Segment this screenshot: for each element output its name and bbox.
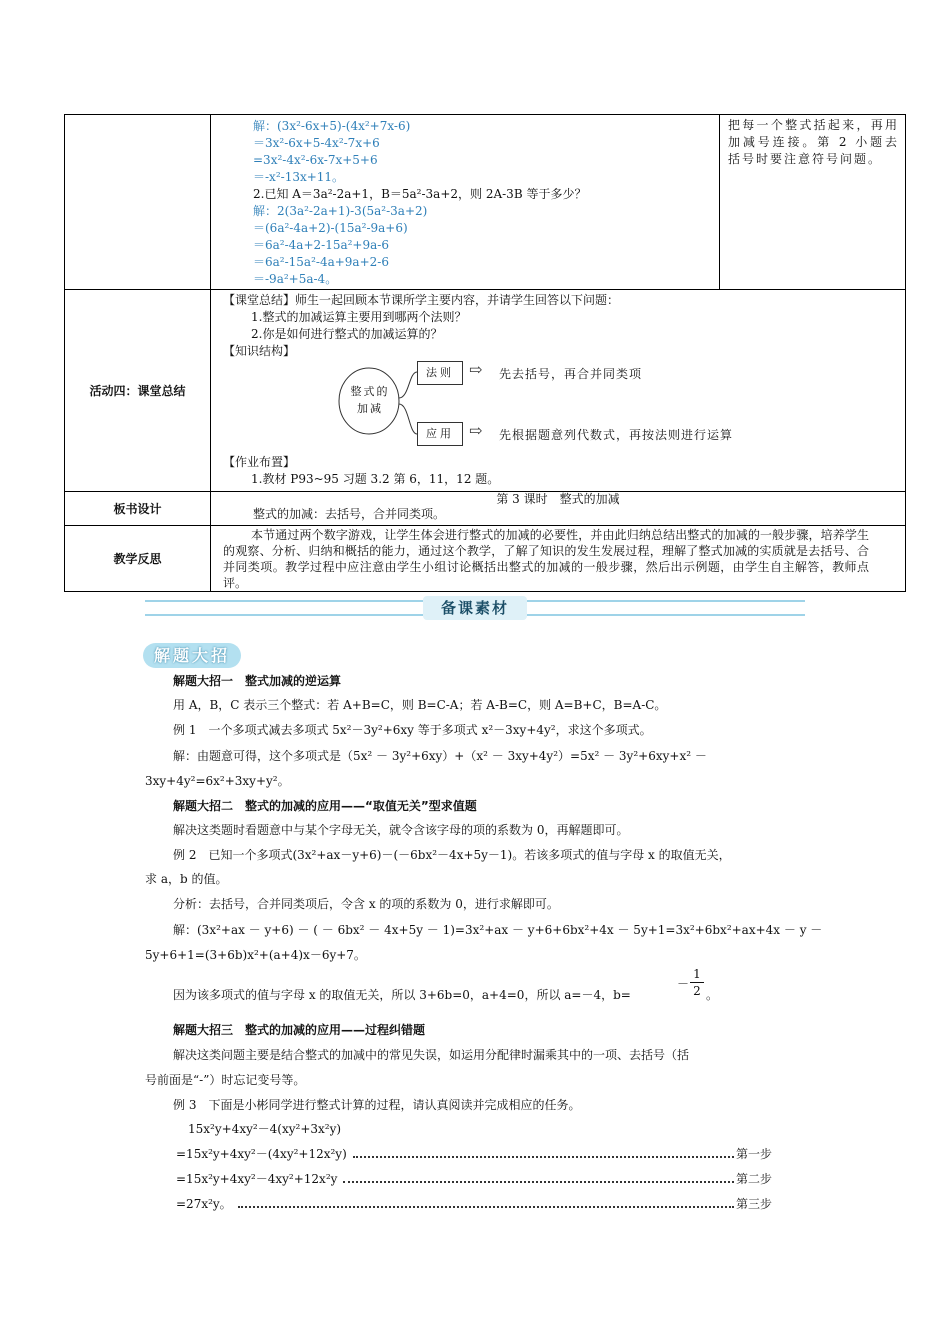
s3-step-row	[176, 1142, 772, 1166]
s3-line-1: =15x²y+4xy²－(4xy²+12x²y)	[176, 1147, 347, 1161]
reflection-text: 本节通过两个数字游戏，让学生体会进行整式的加减的必要性，并由此归纳总结出整式的加减的一般步骤，培养学生的观察、分析、归纳和概括的能力，通过这个教学，了解了知识的发生发展过程，理解了整式加减的实质就是去括号、合并同类项。教学过程中应注意由学生小组讨论概括出整式的加减的一般步骤，然后出示例题，由学生自主解答，教师点评。	[223, 528, 869, 590]
s3-line-3: =27x²y。	[176, 1197, 232, 1211]
mind-apply-text: 先根据题意列代数式，再按法则进行运算	[499, 428, 734, 442]
structure-heading: 【知识结构】	[223, 344, 296, 358]
homework-item: 1.教材 P93~95 习题 3.2 第 6，11，12 题。	[251, 472, 500, 486]
summary-content	[211, 290, 906, 492]
reflection-row	[65, 526, 906, 592]
solution-cell	[211, 115, 720, 290]
board-label: 板书设计	[65, 492, 211, 526]
s2-conclusion: 因为该多项式的值与字母 x 的取值无关，所以 3+6b=0，a+4=0，所以 a=－4，b=	[173, 988, 631, 1002]
solution-line: ＝-9a²+5a-4。	[253, 272, 338, 286]
s3-step-row	[176, 1192, 772, 1216]
summary-question: 2.你是如何进行整式的加减运算的？	[251, 327, 443, 341]
board-text: 整式的加减：去括号，合并同类项。	[253, 507, 446, 521]
s2-analysis: 分析：去括号，合并同类项后，令含 x 的项的系数为 0，进行求解即可。	[173, 897, 559, 911]
continuation-row	[65, 115, 906, 290]
mind-branch-rule	[399, 372, 417, 398]
empty-label-cell	[65, 115, 211, 290]
mind-rule-box: 法则	[417, 361, 463, 385]
s3-example: 例 3 下面是小彬同学进行整式计算的过程，请认真阅读并完成相应的任务。	[173, 1098, 581, 1112]
s3-rule-a: 解决这类问题主要是结合整式的加减中的常见失误，如运用分配律时漏乘其中的一项、去括号（括	[173, 1048, 690, 1062]
mind-center: 整式的加减	[350, 385, 390, 415]
fraction-numerator: 1	[690, 966, 704, 983]
reflection-content	[211, 526, 906, 592]
s1-title: 解题大招一 整式加减的逆运算	[173, 674, 342, 688]
fraction	[690, 966, 704, 999]
solution-line: 解：2(3a²-2a+1)-3(5a²-3a+2)	[253, 204, 428, 218]
summary-row	[65, 290, 906, 492]
s1-rule: 用 A，B，C 表示三个整式：若 A+B=C，则 B=C-A；若 A-B=C，则 A=B+C，B=A-C。	[173, 698, 667, 712]
mind-rule-text: 先去括号，再合并同类项	[499, 367, 643, 381]
s3-step-3: 第三步	[735, 1197, 772, 1211]
s2-example-a: 例 2 已知一个多项式(3x²+ax－y+6)－(－6bx²－4x+5y－1)。若该多项式的值与字母 x 的取值无关，	[173, 848, 731, 862]
homework-heading: 【作业布置】	[223, 455, 296, 469]
banner-title: 备课素材	[423, 596, 527, 620]
solution-line: =3x²-4x²-6x-7x+5+6	[253, 153, 378, 167]
s3-line-2: =15x²y+4xy²－4xy²+12x²y	[176, 1172, 338, 1186]
arrow-right-icon: ⇨	[469, 421, 483, 440]
mind-branch-apply	[399, 404, 417, 434]
s2-solution-a: 解：(3x²+ax － y+6) － ( － 6bx² － 4x+5y － 1)=3x²+ax － y+6+6bx²+4x － 5y+1=3x²+6bx²+ax+4x － y －	[173, 923, 823, 937]
dot-leader	[353, 1142, 734, 1158]
board-content	[211, 492, 906, 526]
s2-solution-b: 5y+6+1=(3+6b)x²+(a+4)x－6y+7。	[145, 948, 366, 962]
solution-line: 解：(3x²-6x+5)-(4x²+7x-6)	[253, 119, 411, 133]
summary-heading: 【课堂总结】师生一起回顾本节课所学主要内容，并请学生回答以下问题：	[223, 293, 620, 307]
board-row	[65, 492, 906, 526]
lesson-plan-table	[64, 114, 906, 592]
banner	[145, 596, 805, 622]
s3-line-0: 15x²y+4xy²－4(xy²+3x²y)	[188, 1122, 342, 1136]
teaching-note: 把每一个整式括起来，再用加减号连接。第 2 小题去括号时要注意符号问题。	[720, 115, 906, 290]
dot-leader	[343, 1167, 734, 1183]
reflection-label: 教学反思	[65, 526, 211, 592]
solution-line: ＝6a²-15a²-4a+9a+2-6	[253, 255, 389, 269]
arrow-right-icon: ⇨	[469, 360, 483, 379]
s1-solution-a: 解：由题意可得，这个多项式是（5x² － 3y²+6xy）+（x² － 3xy+4y²）=5x² － 3y²+6xy+x² －	[173, 749, 707, 763]
s3-step-row	[176, 1167, 772, 1191]
fraction-sign: －	[677, 977, 690, 991]
mind-apply-box: 应用	[417, 422, 463, 446]
s3-title: 解题大招三 整式的加减的应用——过程纠错题	[173, 1023, 426, 1037]
s1-solution-b: 3xy+4y²=6x²+3xy+y²。	[145, 774, 290, 788]
fraction-denominator: 2	[693, 984, 701, 998]
summary-label: 活动四：课堂总结	[65, 290, 211, 492]
dot-leader	[238, 1192, 734, 1208]
solution-line: ＝-x²-13x+11。	[253, 170, 345, 184]
solution-line: ＝3x²-6x+5-4x²-7x+6	[253, 136, 380, 150]
fraction-end: 。	[706, 988, 719, 1002]
mind-map	[223, 360, 905, 454]
board-title: 第 3 课时 整式的加减	[496, 492, 620, 506]
summary-question: 1.整式的加减运算主要用到哪两个法则？	[251, 310, 467, 324]
section-tag: 解题大招	[143, 643, 241, 668]
question-line: 2.已知 A＝3a²-2a+1，B＝5a²-3a+2，则 2A-3B 等于多少？	[253, 187, 587, 201]
s3-step-1: 第一步	[735, 1147, 772, 1161]
solution-line: ＝6a²-4a+2-15a²+9a-6	[253, 238, 389, 252]
s3-step-2: 第二步	[735, 1172, 772, 1186]
s2-rule: 解决这类题时看题意中与某个字母无关，就令含该字母的项的系数为 0，再解题即可。	[173, 823, 629, 837]
s2-title: 解题大招二 整式的加减的应用——“取值无关”型求值题	[173, 799, 477, 813]
s3-rule-b: 号前面是“-”）时忘记变号等。	[145, 1073, 306, 1087]
s1-example: 例 1 一个多项式减去多项式 5x²－3y²+6xy 等于多项式 x²－3xy+4y²，求这个多项式。	[173, 723, 652, 737]
s2-example-b: 求 a，b 的值。	[145, 872, 228, 886]
solution-line: ＝(6a²-4a+2)-(15a²-9a+6)	[253, 221, 408, 235]
